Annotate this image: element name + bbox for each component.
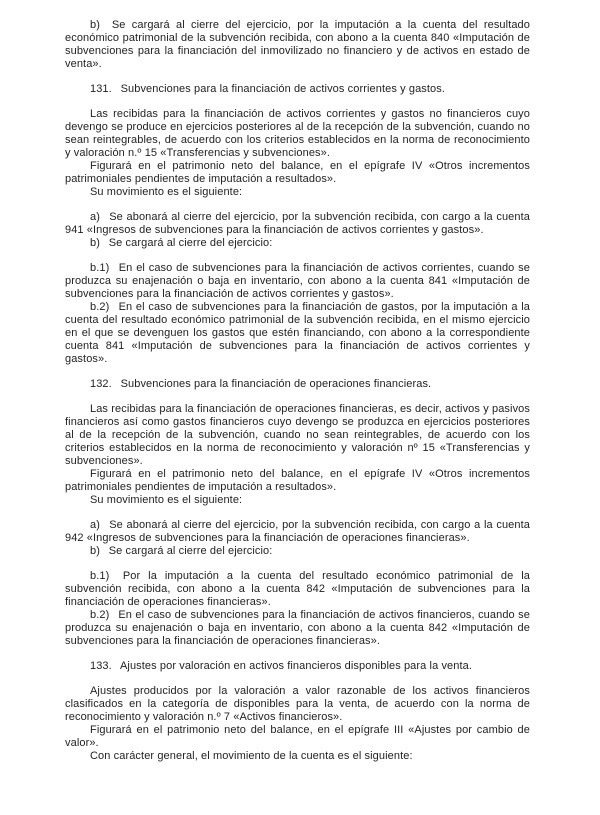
- paragraph: Su movimiento es el siguiente:: [90, 494, 243, 506]
- paragraph: Las recibidas para la financiación de operaciones financieras, es decir, activos y pasivos financieros así como gastos financieros cuyo devengo se produzca en ejercicios posteriores al de la recepción de la subvención, cuando no sean reintegrables, de acuerdo con los criterios establecidos en la norma de reconocimiento y valoración nº 15 «Transferencias y subvenciones».: [65, 403, 530, 467]
- paragraph: Su movimiento es el siguiente:: [90, 186, 243, 198]
- paragraph: a) Se abonará al cierre del ejercicio, por la subvención recibida, con cargo a la cuenta 941 «Ingresos de subvenciones para la financiación de activos corrientes y gastos».: [65, 211, 530, 236]
- paragraph: b.2) En el caso de subvenciones para la financiación de activos financieros, cuando se produzca su enajenación o baja en inventario, con abono a la cuenta 842 «Imputación de subvenciones para la financiación de operaciones financieras».: [65, 609, 530, 647]
- paragraph: Ajustes producidos por la valoración a valor razonable de los activos financieros clasificados en la categoría de disponibles para la venta, de acuerdo con la norma de reconocimiento y valoración n.º 7 «Activos financieros».: [65, 685, 530, 723]
- paragraph: Las recibidas para la financiación de activos corrientes y gastos no financieros cuyo devengo se produce en ejercicios posteriores al de la recepción de la subvención, cuando no sean reintegrables, de acuerdo con los criterios establecidos en la norma de reconocimiento y valoración n.º 15 «Transferencias y subvenciones».: [65, 108, 530, 159]
- section-heading: 131. Subvenciones para la financiación de activos corrientes y gastos.: [90, 83, 446, 95]
- paragraph: b) Se cargará al cierre del ejercicio:: [90, 545, 273, 557]
- paragraph: b.1) Por la imputación a la cuenta del resultado económico patrimonial de la subvención recibida, con abono a la cuenta 842 «Imputación de subvenciones para la financiación de operaciones financieras».: [65, 570, 530, 608]
- paragraph: b) Se cargará al cierre del ejercicio:: [90, 237, 273, 249]
- paragraph: b.2) En el caso de subvenciones para la financiación de gastos, por la imputación a la cuenta del resultado económico patrimonial de la subvención recibida, en el mismo ejercicio en el que se devenguen los gastos que estén financiando, con abono a la correspondiente cuenta 841 «Imputación de subvenciones para la financiación de activos corrientes y gastos».: [65, 301, 530, 365]
- paragraph: Figurará en el patrimonio neto del balance, en el epígrafe IV «Otros incrementos patrimoniales pendientes de imputación a resultados».: [65, 468, 530, 493]
- paragraph: b) Se cargará al cierre del ejercicio, por la imputación a la cuenta del resultado económico patrimonial de la subvención recibida, con abono a la cuenta 840 «Imputación de subvenciones para la financiación del inmovilizado no financiero y de activos en estado de venta».: [65, 19, 530, 70]
- paragraph: a) Se abonará al cierre del ejercicio, por la subvención recibida, con cargo a la cuenta 942 «Ingresos de subvenciones para la financiación de operaciones financieras».: [65, 519, 530, 544]
- paragraph: Figurará en el patrimonio neto del balance, en el epígrafe IV «Otros incrementos patrimoniales pendientes de imputación a resultados».: [65, 160, 530, 185]
- paragraph: Figurará en el patrimonio neto del balance, en el epígrafe III «Ajustes por cambio de valor».: [65, 724, 530, 749]
- section-heading: 133. Ajustes por valoración en activos financieros disponibles para la venta.: [90, 660, 473, 672]
- section-heading: 132. Subvenciones para la financiación de operaciones financieras.: [90, 378, 432, 390]
- paragraph: b.1) En el caso de subvenciones para la financiación de activos corrientes, cuando se produzca su enajenación o baja en inventario, con abono a la cuenta 841 «Imputación de subvenciones para la financiación de activos corrientes y gastos».: [65, 262, 530, 300]
- paragraph: Con carácter general, el movimiento de la cuenta es el siguiente:: [90, 750, 413, 762]
